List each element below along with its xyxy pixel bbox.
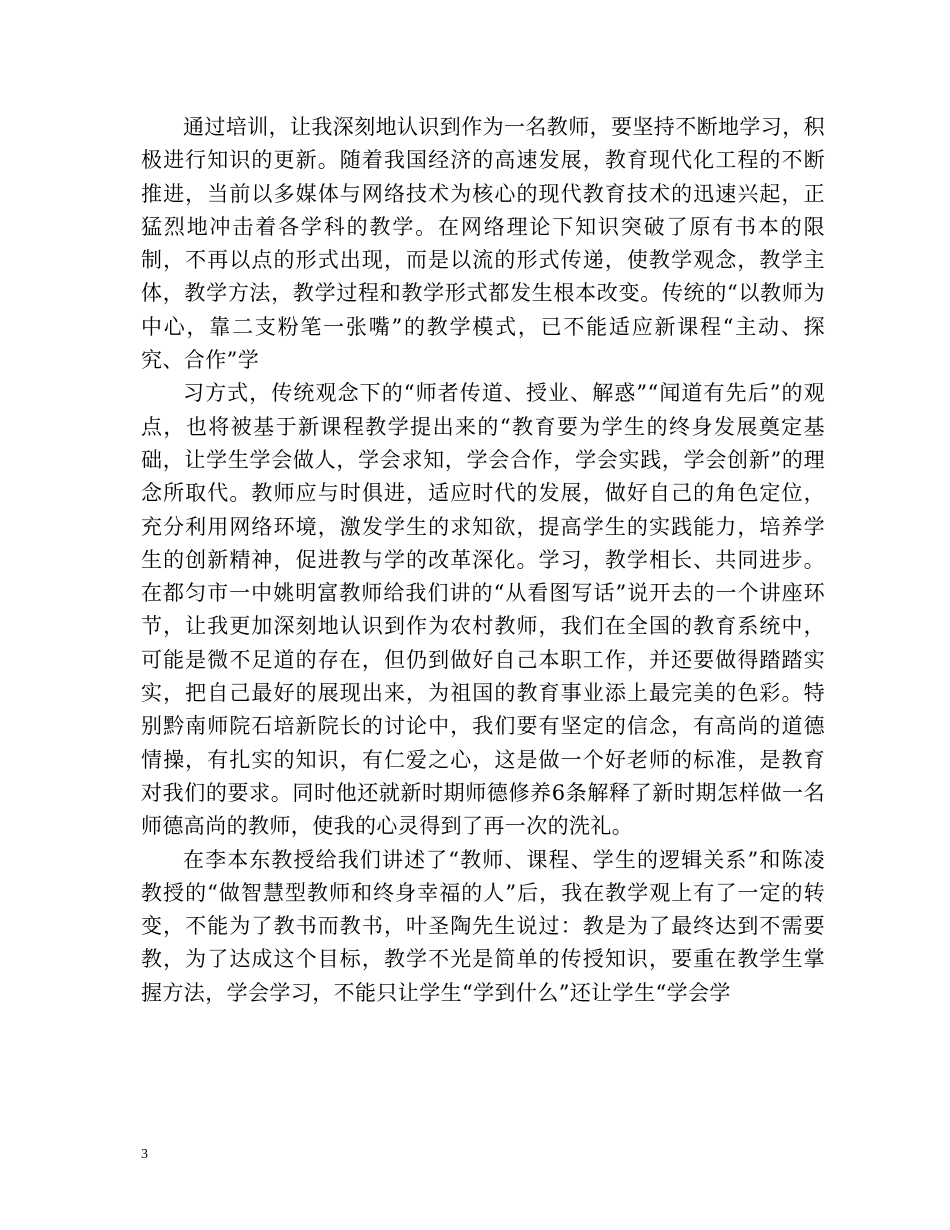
paragraph-1: 通过培训，让我深刻地认识到作为一名教师，要坚持不断地学习，积极进行知识的更新。随着我国经济的高速发展，教育现代化工程的不断推进，当前以多媒体与网络技术为核心的现代教育技术的迅速兴起，正猛烈地冲击着各学科的教学。在网络理论下知识突破了原有书本的限制，不再以点的形式出现，而是以流的形式传递，使教学观念，教学主体，教学方法，教学过程和教学形式都发生根本改变。传统的“以教师为中心，靠二支粉笔一张嘴”的教学模式，已不能适应新课程“主动、探究、合作”学 <box>141 115 825 373</box>
document-body <box>141 111 825 1010</box>
paragraph-2: 习方式，传统观念下的“师者传道、授业、解惑”“闻道有先后”的观点，也将被基于新课程教学提出来的“教育要为学生的终身发展奠定基础，让学生学会做人，学会求知，学会合作，学会实践，学会创新”的理念所取代。教师应与时俱进，适应时代的发展，做好自己的角色定位，充分利用网络环境，激发学生的求知欲，提高学生的实践能力，培养学生的创新精神，促进教与学的改革深化。学习，教学相长、共同进步。在都匀市一中姚明富教师给我们讲的“从看图写话”说开去的一个讲座环节，让我更加深刻地认识到作为农村教师，我们在全国的教育系统中，可能是微不足道的存在，但仍到做好自己本职工作，并还要做得踏踏实实，把自己最好的展现出来，为祖国的教育事业添上最完美的色彩。特别黔南师院石培新院长的讨论中，我们要有坚定的信念，有高尚的道德情操，有扎实的知识，有仁爱之心，这是做一个好老师的标准，是教育对我们的要求。同时他还就新时期师德修养6条解释了新时期怎样做一名师德高尚的教师，使我的心灵得到了再一次的洗礼。 <box>141 381 825 839</box>
paragraph-3: 在李本东教授给我们讲述了“教师、课程、学生的逻辑关系”和陈凌教授的“做智慧型教师和终身幸福的人”后，我在教学观上有了一定的转变，不能为了教书而教书，叶圣陶先生说过：教是为了最终达到不需要教，为了达成这个目标，教学不光是简单的传授知识，要重在教学生掌握方法，学会学习，不能只让学生“学到什么”还让学生“学会学 <box>141 847 825 1005</box>
page-number: 3 <box>141 1147 148 1162</box>
